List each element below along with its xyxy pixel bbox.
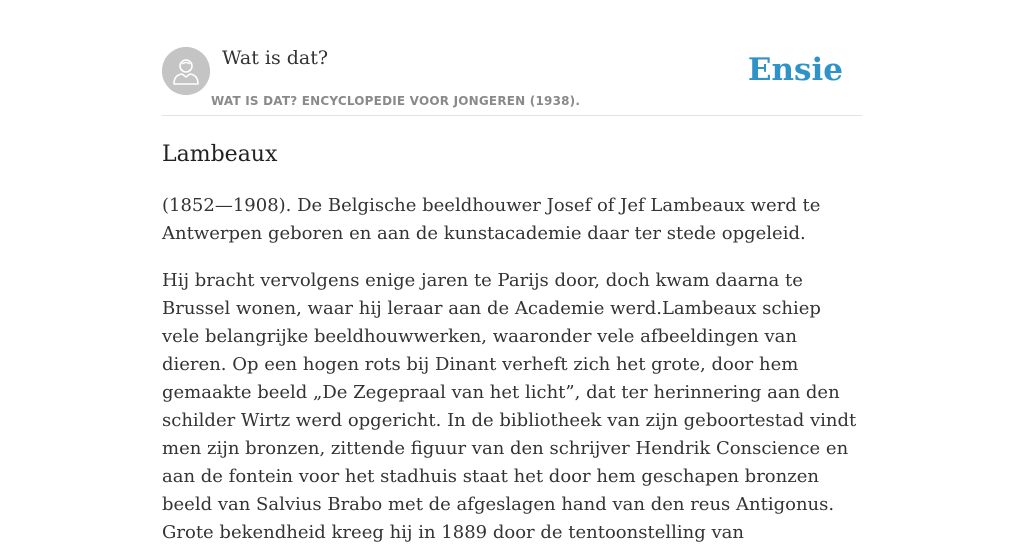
source-title[interactable]: Wat is dat? <box>222 47 329 69</box>
ensie-logo[interactable]: Ensie <box>747 52 843 88</box>
article-paragraph: Hij bracht vervolgens enige jaren te Parijs door, doch kwam daarna te Brussel wonen, waar hij leraar aan de Academie werd.Lambeaux schiep vele belangrijke beeldhouwwerken, waaronder vele afbeeldingen van dieren. Op een hogen rots bij Dinant verheft zich het grote, door hem gemaakte beeld „De Zegepraal van het licht”, dat ter herinnering aan den schilder Wirtz werd opgericht. In de bibliotheek van zijn geboortestad vindt men zijn bronzen, zittende figuur van den schrijver Hendrik Conscience en aan de fontein voor het stadhuis staat het door hem geschapen bronzen beeld van Salvius Brabo met de afgeslagen hand van den reus Antigonus. Grote bekendheid kreeg hij in 1889 door de tentoonstelling van <box>162 270 857 543</box>
article-paragraph: (1852—1908). De Belgische beeldhouwer Josef of Jef Lambeaux werd te Antwerpen geboren en aan de kunstacademie daar ter stede opgeleid. <box>162 195 821 244</box>
source-subtitle: WAT IS DAT? ENCYCLOPEDIE VOOR JONGEREN (1938). <box>211 94 581 108</box>
article-title: Lambeaux <box>162 142 278 167</box>
source-header <box>162 46 862 116</box>
user-icon[interactable] <box>162 47 210 95</box>
article-container <box>162 46 862 547</box>
